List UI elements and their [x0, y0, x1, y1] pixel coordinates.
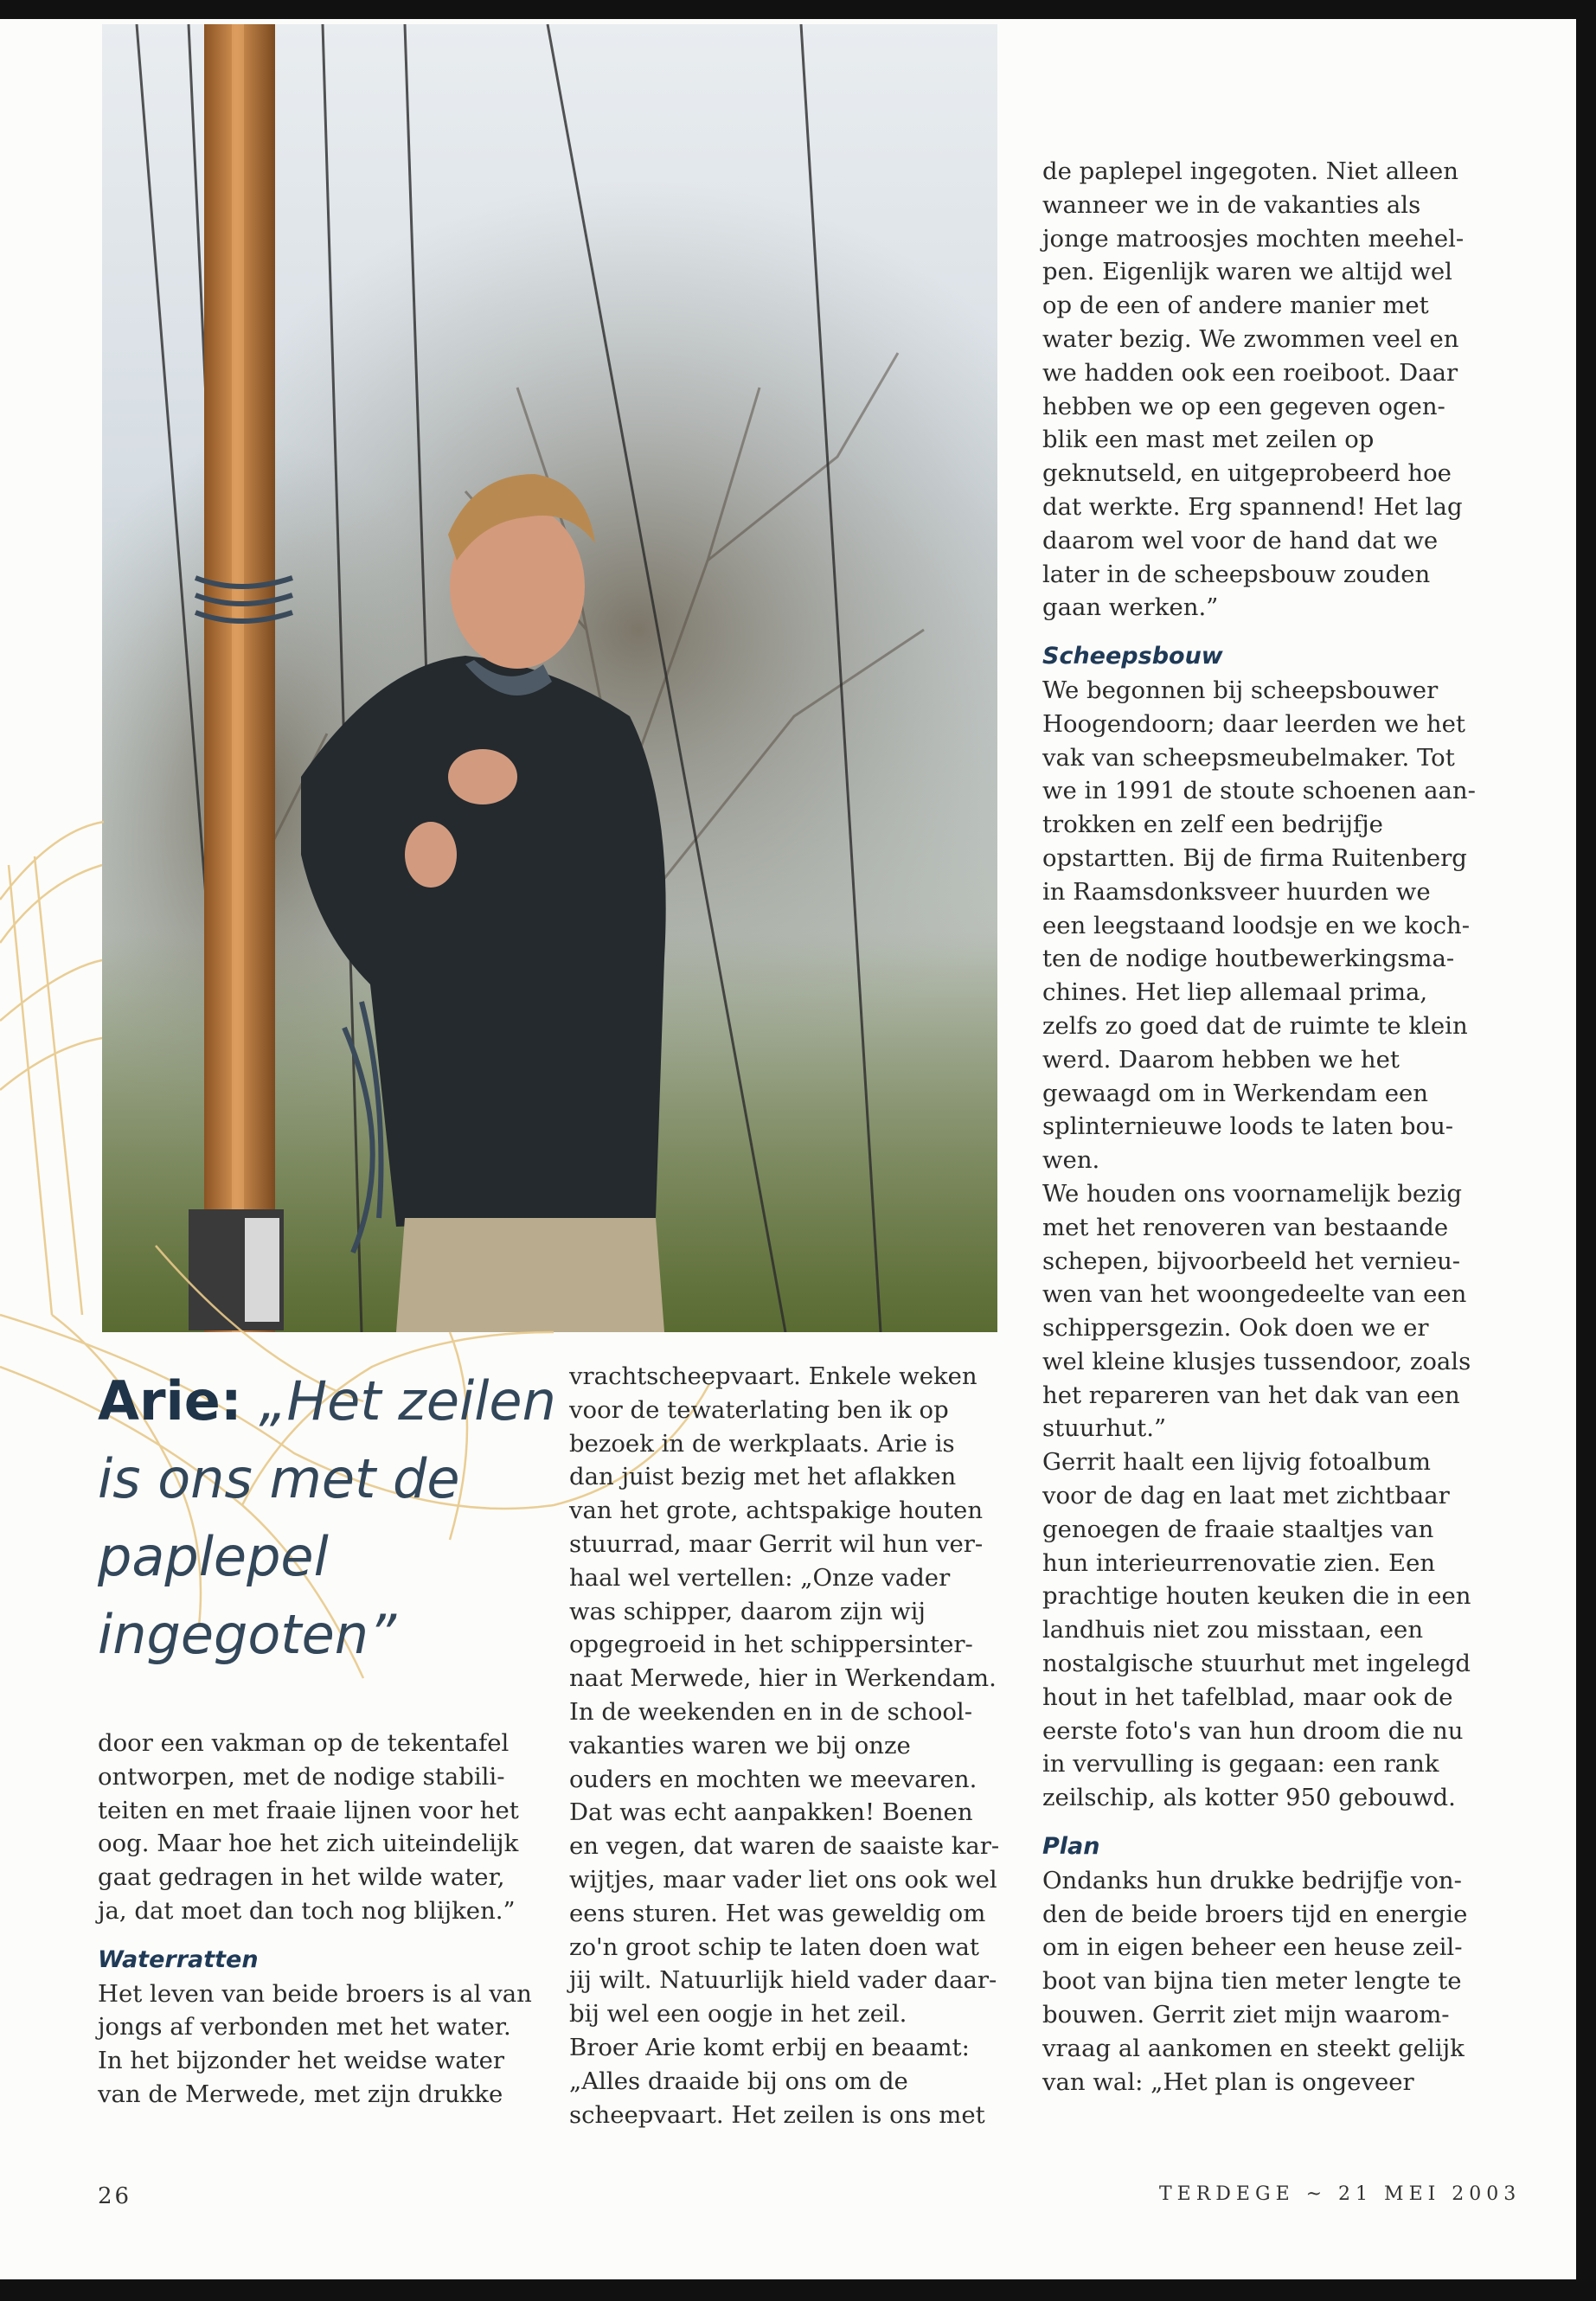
body-text-line: zo'n groot schip te laten doen wat: [569, 1932, 979, 1961]
body-text-line: de paplepel ingegoten. Niet alleen: [1042, 157, 1458, 185]
body-text-line: scheepvaart. Het zeilen is ons met: [569, 2100, 985, 2129]
body-text-line: trokken en zelf een bedrijfje: [1042, 811, 1383, 839]
body-text-line: nostalgische stuurhut met ingelegd: [1042, 1650, 1471, 1678]
body-text-line: bezoek in de werkplaats. Arie is: [569, 1429, 955, 1458]
paragraph-gap: [1042, 1815, 1561, 1830]
body-text-line: wen van het woongedeelte van een: [1042, 1280, 1467, 1309]
paragraph-gap: [1042, 625, 1561, 640]
text-column-1: [98, 1727, 548, 2112]
body-text-line: ouders en mochten we meevaren.: [569, 1765, 977, 1793]
body-text-line: vakanties waren we bij onze: [569, 1731, 911, 1759]
body-text-line: zeilschip, als kotter 950 gebouwd.: [1042, 1784, 1456, 1812]
body-text-line: landhuis niet zou misstaan, een: [1042, 1616, 1424, 1644]
body-text-line: haal wel vertellen: „Onze vader: [569, 1563, 951, 1592]
body-text-line: dan juist bezig met het aflakken: [569, 1463, 957, 1491]
body-text-line: voor de dag en laat met zichtbaar: [1042, 1482, 1450, 1510]
body-text-line: den de beide broers tijd en energie: [1042, 1900, 1468, 1928]
body-text-line: jonge matroosjes mochten meehel-: [1042, 224, 1465, 253]
body-text-line: om in eigen beheer een heuse zeil-: [1042, 1933, 1463, 1962]
body-text-line: jij wilt. Natuurlijk hield vader daar-: [569, 1966, 997, 1995]
body-text-line: splinternieuwe loods te laten bou-: [1042, 1112, 1454, 1141]
body-text-line: we hadden ook een roeiboot. Daar: [1042, 358, 1458, 387]
body-text-line: Het leven van beide broers is al van: [98, 1979, 532, 2008]
body-text-line: wen.: [1042, 1146, 1100, 1175]
body-text-line: oog. Maar hoe het zich uiteindelijk: [98, 1830, 519, 1858]
body-text-line: hebben we op een gegeven ogen-: [1042, 392, 1445, 420]
headline-quote-line: paplepel: [98, 1525, 329, 1588]
body-text-line: hout in het tafelblad, maar ook de: [1042, 1682, 1453, 1711]
body-text-line: Hoogendoorn; daar leerden we het: [1042, 709, 1465, 738]
body-text-line: bij wel een oogje in het zeil.: [569, 2000, 907, 2029]
body-text-line: was schipper, daarom zijn wij: [569, 1597, 926, 1625]
scan-border-bottom: [0, 2279, 1596, 2301]
body-text-line: in vervulling is gegaan: een rank: [1042, 1750, 1439, 1779]
body-text-line: stuurhut.”: [1042, 1414, 1167, 1443]
body-text-line: zelfs zo goed dat de ruimte te klein: [1042, 1011, 1468, 1040]
body-text-line: het repareren van het dak van een: [1042, 1381, 1460, 1409]
body-text-line: teiten en met fraaie lijnen voor het: [98, 1796, 519, 1824]
body-text-line: In het bijzonder het weidse water: [98, 2047, 505, 2075]
body-text-line: later in de scheepsbouw zouden: [1042, 560, 1431, 588]
body-text-line: water bezig. We zwommen veel en: [1042, 324, 1459, 353]
body-text-line: wanneer we in de vakanties als: [1042, 190, 1421, 219]
body-text-line: op de een of andere manier met: [1042, 292, 1429, 320]
headline-quote-line: ingegoten”: [98, 1603, 397, 1666]
body-text-line: opgegroeid in het schippersinter-: [569, 1631, 973, 1659]
body-text-line: schepen, bijvoorbeeld het vernieu-: [1042, 1247, 1461, 1275]
body-text-line: van de Merwede, met zijn drukke: [98, 2080, 503, 2108]
body-text-line: wel kleine klusjes tussendoor, zoals: [1042, 1347, 1471, 1375]
page-number: 26: [98, 2183, 132, 2209]
body-text-line: We begonnen bij scheepsbouwer: [1042, 676, 1439, 704]
magazine-issue: TERDEGE ~ 21 MEI 2003: [1159, 2183, 1522, 2205]
body-text-line: wijtjes, maar vader liet ons ook wel: [569, 1865, 997, 1894]
body-text-line: prachtige houten keuken die in een: [1042, 1582, 1471, 1611]
body-text-line: stuurrad, maar Gerrit wil hun ver-: [569, 1529, 984, 1558]
body-text-line: Ondanks hun drukke bedrijfje von-: [1042, 1866, 1462, 1894]
body-text-line: vrachtscheepvaart. Enkele weken: [569, 1362, 977, 1390]
body-text-line: We houden ons voornamelijk bezig: [1042, 1179, 1463, 1208]
body-text-line: van het grote, achtspakige houten: [569, 1497, 984, 1525]
text-column-2: [569, 1360, 1019, 2131]
body-text-line: hun interieurrenovatie zien. Een: [1042, 1548, 1436, 1577]
body-text-line: In de weekenden en in de school-: [569, 1697, 973, 1726]
body-text-line: werd. Daarom hebben we het: [1042, 1045, 1400, 1074]
body-text-line: schippersgezin. Ook doen we er: [1042, 1314, 1429, 1343]
body-text-line: gaat gedragen in het wilde water,: [98, 1863, 505, 1892]
body-text-line: eerste foto's van hun droom die nu: [1042, 1716, 1464, 1745]
body-text-line: gaan werken.”: [1042, 593, 1219, 622]
article-headline: [98, 1362, 582, 1674]
body-text-line: voor de tewaterlating ben ik op: [569, 1395, 949, 1424]
body-text-line: ten de nodige houtbewerkingsma-: [1042, 945, 1455, 973]
body-text-line: Dat was echt aanpakken! Boenen: [569, 1798, 973, 1827]
body-text-line: ja, dat moet dan toch nog blijken.”: [98, 1896, 516, 1925]
body-text-line: vak van scheepsmeubelmaker. Tot: [1042, 743, 1455, 772]
body-text-line: pen. Eigenlijk waren we altijd wel: [1042, 258, 1452, 286]
body-text-line: met het renoveren van bestaande: [1042, 1213, 1449, 1241]
paragraph-gap: [98, 1928, 548, 1944]
scan-border-top: [0, 0, 1596, 19]
body-text-line: bouwen. Gerrit ziet mijn waarom-: [1042, 2001, 1450, 2029]
headline-quote-line: „Het zeilen: [259, 1369, 556, 1433]
body-text-line: geknutseld, en uitgeprobeerd hoe: [1042, 459, 1452, 488]
body-text-line: boot van bijna tien meter lengte te: [1042, 1967, 1462, 1996]
body-text-line: genoegen de fraaie staaltjes van: [1042, 1515, 1434, 1543]
headline-quote-line: is ons met de: [98, 1447, 460, 1510]
body-text-line: door een vakman op de tekentafel: [98, 1729, 510, 1757]
body-text-line: naat Merwede, hier in Werkendam.: [569, 1664, 997, 1693]
body-text-line: opstartten. Bij de firma Ruitenberg: [1042, 843, 1467, 872]
body-text-line: een leegstaand loodsje en we koch-: [1042, 911, 1471, 939]
body-text-line: van wal: „Het plan is ongeveer: [1042, 2067, 1414, 2096]
section-subheading: Plan: [1042, 1833, 1100, 1861]
body-text-line: we in 1991 de stoute schoenen aan-: [1042, 777, 1476, 805]
text-column-3: [1042, 155, 1561, 2099]
body-text-line: eens sturen. Het was geweldig om: [569, 1899, 986, 1927]
section-subheading: Waterratten: [98, 1945, 259, 1973]
body-text-line: vraag al aankomen en steekt gelijk: [1042, 2034, 1465, 2062]
body-text-line: ontworpen, met de nodige stabili-: [98, 1762, 505, 1791]
body-text-line: chines. Het liep allemaal prima,: [1042, 978, 1428, 1007]
body-text-line: Broer Arie komt erbij en beaamt:: [569, 2033, 970, 2061]
body-text-line: Gerrit haalt een lijvig fotoalbum: [1042, 1448, 1431, 1477]
scan-border-right: [1576, 0, 1596, 2301]
body-text-line: gewaagd om in Werkendam een: [1042, 1079, 1428, 1107]
section-subheading: Scheepsbouw: [1042, 643, 1223, 670]
body-text-line: en vegen, dat waren de saaiste kar-: [569, 1832, 1000, 1861]
body-text-line: „Alles draaide bij ons om de: [569, 2067, 908, 2095]
article-photo: [102, 24, 997, 1332]
headline-name: Arie:: [98, 1369, 242, 1433]
body-text-line: in Raamsdonksveer huurden we: [1042, 877, 1431, 906]
body-text-line: blik een mast met zeilen op: [1042, 426, 1375, 454]
body-text-line: jongs af verbonden met het water.: [98, 2013, 511, 2041]
body-text-line: daarom wel voor de hand dat we: [1042, 526, 1439, 554]
sailor-at-mast-image: [102, 24, 997, 1332]
body-text-line: dat werkte. Erg spannend! Het lag: [1042, 492, 1463, 521]
